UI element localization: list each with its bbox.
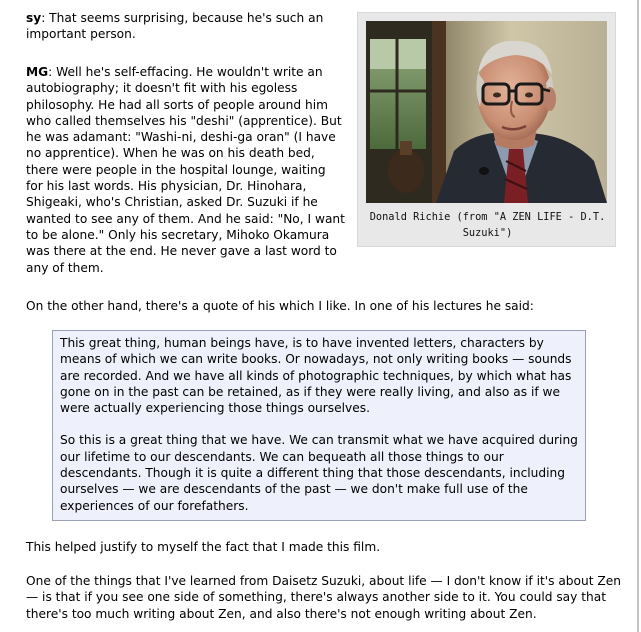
photo-figure bbox=[357, 12, 616, 247]
interview-paragraph-sy bbox=[26, 10, 342, 43]
justify-paragraph: This helped justify to myself the fact that I made this film. bbox=[26, 540, 381, 554]
closing-paragraph: One of the things that I've learned from Daisetz Suzuki, about life — I don't know if it's about Zen — is that if you see one side of something, there's always another side to it. You could say that there's too much writing about Zen, and also there's not enough writing about Zen. bbox=[26, 574, 621, 621]
portrait-photo bbox=[366, 21, 607, 203]
speaker-label: sy bbox=[26, 11, 42, 25]
quote-intro-paragraph: On the other hand, there's a quote of his which I like. In one of his lectures he said: bbox=[26, 299, 534, 313]
blockquote bbox=[52, 330, 586, 521]
quote-paragraph-1: This great thing, human beings have, is to have invented letters, characters by means of which we can write books. Or nowadays, not only writing books — sounds are recorded. And we have all kinds of photographic techniques, by which what has gone on in the past can be retained, as if they were really living, and also as if we were actually experiencing those things ourselves. bbox=[60, 336, 572, 416]
paragraph-text: : That seems surprising, because he's such an important person. bbox=[26, 11, 324, 42]
speaker-label: MG bbox=[26, 65, 49, 79]
interview-paragraph-mg bbox=[26, 64, 346, 276]
photo-caption: Donald Richie (from "A ZEN LIFE - D.T. Suzuki") bbox=[369, 211, 606, 239]
paragraph-text: : Well he's self-effacing. He wouldn't write an autobiography; it doesn't fit with his egoless philosophy. He had all sorts of people around him who called themselves his "deshi" (apprentice). But he was adamant: "Washi-ni, deshi-ga oran" (I have no apprentice). When he was on his death bed, there were people in the hospital lounge, waiting for his last words. His physician, Dr. Hinohara, Shigeaki, who's Christian, asked Dr. Suzuki if he wanted to see any of them. And he said: "No, I want to be alone." Only his secretary, Mihoko Okamura was there at the end. He never gave a last word to any of them. bbox=[26, 65, 345, 275]
quote-paragraph-2: So this is a great thing that we have. We can transmit what we have acquired during our lifetime to our descendants. We can bequeath all those things to our descendants. Though it is quite a different thing that those descendants, including ourselves — we are descendants of the past — we don't make full use of the experiences of our forefathers. bbox=[60, 433, 578, 513]
portrait-image bbox=[366, 21, 607, 203]
